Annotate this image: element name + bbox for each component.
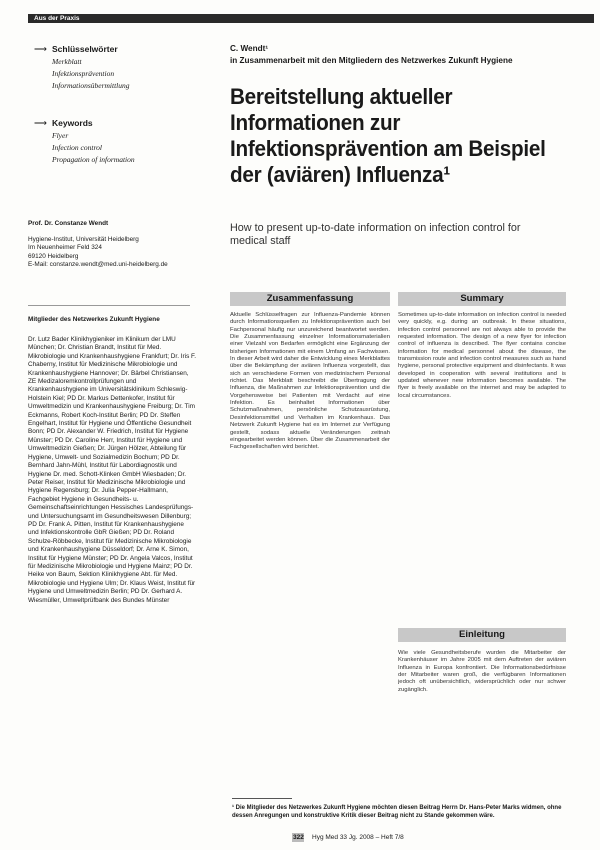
contact-line: 69120 Heidelberg <box>28 252 79 260</box>
article-collaboration: in Zusammenarbeit mit den Mitgliedern des Netzwerkes Zukunft Hygiene <box>230 56 513 65</box>
keyword-item: Flyer <box>52 131 69 140</box>
arrow-icon: ⟶ <box>34 118 47 128</box>
contact-address <box>28 236 198 270</box>
einleitung-heading: Einleitung <box>398 628 566 642</box>
article-authors: C. Wendt¹ <box>230 44 269 53</box>
keyword-item: Infection control <box>52 143 102 152</box>
divider <box>28 305 190 306</box>
footnote: ¹ Die Mitglieder des Netzwerkes Zukunft Hygiene möchten diesen Beitrag Herrn Dr. Hans-Peter Marks widmen, ohne dessen Anregungen und konstruktive Kritik dieser Beitrag nicht zu Stande gekommen wäre. <box>232 805 562 819</box>
arrow-icon: ⟶ <box>34 44 47 54</box>
keyword-item: Informationsübermittlung <box>52 81 130 90</box>
keyword-item: Propagation of information <box>52 155 135 164</box>
keyword-item: Infektionsprävention <box>52 69 115 78</box>
article-title: Bereitstellung aktueller Informationen zur Infektionsprävention am Beispiel der (aviären) Influenza¹ <box>230 84 546 187</box>
contact-line: Im Neuenheimer Feld 324 <box>28 244 102 252</box>
contact-line: Hygiene-Institut, Universität Heidelberg <box>28 236 139 243</box>
contact-name: Prof. Dr. Constanze Wendt <box>28 220 109 227</box>
zusammenfassung-heading: Zusammenfassung <box>230 292 390 306</box>
section-banner <box>28 14 594 23</box>
members-heading: Mitglieder des Netzwerkes Zukunft Hygiene <box>28 316 160 323</box>
article-subtitle-en: How to present up-to-date information on infection control for medical staff <box>230 222 521 247</box>
section-tag: Aus der Praxis <box>34 15 80 22</box>
journal-citation: Hyg Med 33 Jg. 2008 – Heft 7/8 <box>312 834 404 841</box>
keywords-de-heading: Schlüsselwörter <box>52 44 118 54</box>
keyword-item: Merkblatt <box>52 57 82 66</box>
footnote-divider <box>232 798 292 799</box>
contact-email: E-Mail: constanze.wendt@med.uni-heidelberg.de <box>28 261 168 269</box>
summary-text: Sometimes up-to-date information on infection control is needed very quickly, e.g. during an outbreak. In these situations, infection control personnel are not always able to provide the requested information. The design of a new flyer for infection control of influenza is described. The flyer contains concise information for medical personnel about the disease, the transmission route and infection control measures such as hand hygiene, personal protective equipment and disinfectants. It was developed in cooperation with several institutions and is updated whenever new information becomes available. The flyer is freely available on the internet and may be adapted to local circumstances. <box>398 312 566 399</box>
summary-heading: Summary <box>398 292 566 306</box>
page-number: 322 <box>293 834 304 841</box>
zusammenfassung-text: Aktuelle Schlüsselfragen zur Influenza-Pandemie können durch Informationsquellen zu Infektionsprävention auch bei Fachpersonal häufig nur unzureichend beantwortet werden. Die Zusammenfassung einzelner Informationsmaterialien einer Vielzahl von Bedarfen ermöglicht eine Ergänzung der bisherigen Informationen mit einem Umfang an Fachwissen. In dieser Arbeit wird daher die Entwicklung eines Merkblattes über die Bekämpfung der aviären Influenza vorgestellt, das sich an verschiedene Formen von medizinischem Personal richtet. Das Merkblatt beschreibt die Übertragung der Influenza, die Maßnahmen zur Infektionsprävention und die Vorgehensweise bei Patienten mit Verdacht auf eine Infektion. Es beinhaltet Informationen über Schutzmaßnahmen, persönliche Schutzausrüstung, Desinfektionsmittel und Verhalten im Krankenhaus. Das Netzwerk Zukunft Hygiene hat es im Internet zur Verfügung gestellt, sodass aktuelle Veränderungen zeitnah eingearbeitet werden können. Über die Zusammenarbeit der Fachgesellschaften wird berichtet. <box>230 312 390 451</box>
keywords-en-heading: Keywords <box>52 118 93 128</box>
einleitung-text: Wie viele Gesundheitsberufe wurden die Mitarbeiter der Krankenhäuser im Jahre 2005 mit dem Auftreten der aviären Influenza in Europa konfrontiert. Die Informationsbedürfnisse der Mitarbeiter waren groß, die verfügbaren Informationen jedoch oft unübersichtlich, widersprüchlich oder nur schwer zugänglich. <box>398 650 566 693</box>
members-list: Dr. Lutz Bader Klinikhygieniker im Klinikum der LMU München; Dr. Christian Brandt, Institut für Med. Mikrobiologie und Krankenhaushygiene Frankfurt; Dr. Iris F. Chaberny, Institut für Medizinische Mikrobiologie und Krankenhaushygiene Hannover; Dr. Bärbel Christiansen, ZE Medizaloremkontrollprüfungen und Krankenhaushygiene im Universitätsklinikum Schleswig-Holstein Kiel; PD Dr. Markus Dettenkofer, Institut für Umweltmedizin und Krankenhaushygiene Freiburg; Dr. Tim Eckmanns, Robert Koch-Institut Berlin; PD Dr. Steffen Engelhart, Institut für Hygiene und Öffentliche Gesundheit Bonn; PD Dr. Alexander W. Friedrich, Institut für Hygiene Münster; PD Dr. Caroline Herr, Institut für Hygiene und Umweltmedizin Gießen; Dr. Jürgen Hölzer, Abteilung für Hygiene, Umwelt- und Sozialmedizin Bochum; PD Dr. Bernhard Jahn-Mühl, Institut für Labordiagnostik und Hygiene Dr. med. Schott-Klinken GmbH Wiesbaden; Dr. Peter Reiser, Institut für Medizinische Mikrobiologie und Hygiene Regensburg; Dr. Julia Pepper-Hallmann, Fachgebiet Hygiene in Gesundheits- u. Gemeinschaftseinrichtungen Hessisches Landesprüfungs- und Untersuchungsamt im Gesundheitswesen Dillenburg; PD Dr. Frank A. Pitten, Institut für Krankenhaushygiene und Infektionskontrolle GbR Gießen; PD Dr. Roland Schulze-Röbbecke, Institut für Medizinische Mikrobiologie und Krankenhaushygiene Düsseldorf; Dr. Arne K. Simon, Institut für Hygiene Münster; PD Dr. Angela Valcos, Institut für Medizinische Mikrobiologie und Hygiene Mainz; PD Dr. Heike von Baum, Sektion Klinikhygiene Abt. für Med. Mikrobiologie und Hygiene Ulm; Dr. Klaus Weist, Institut für Hygiene und Umweltmedizin Berlin; PD Dr. Gerhard A. Wiesmüller, Umweltprüfbank des Bundes Münster <box>28 336 196 604</box>
